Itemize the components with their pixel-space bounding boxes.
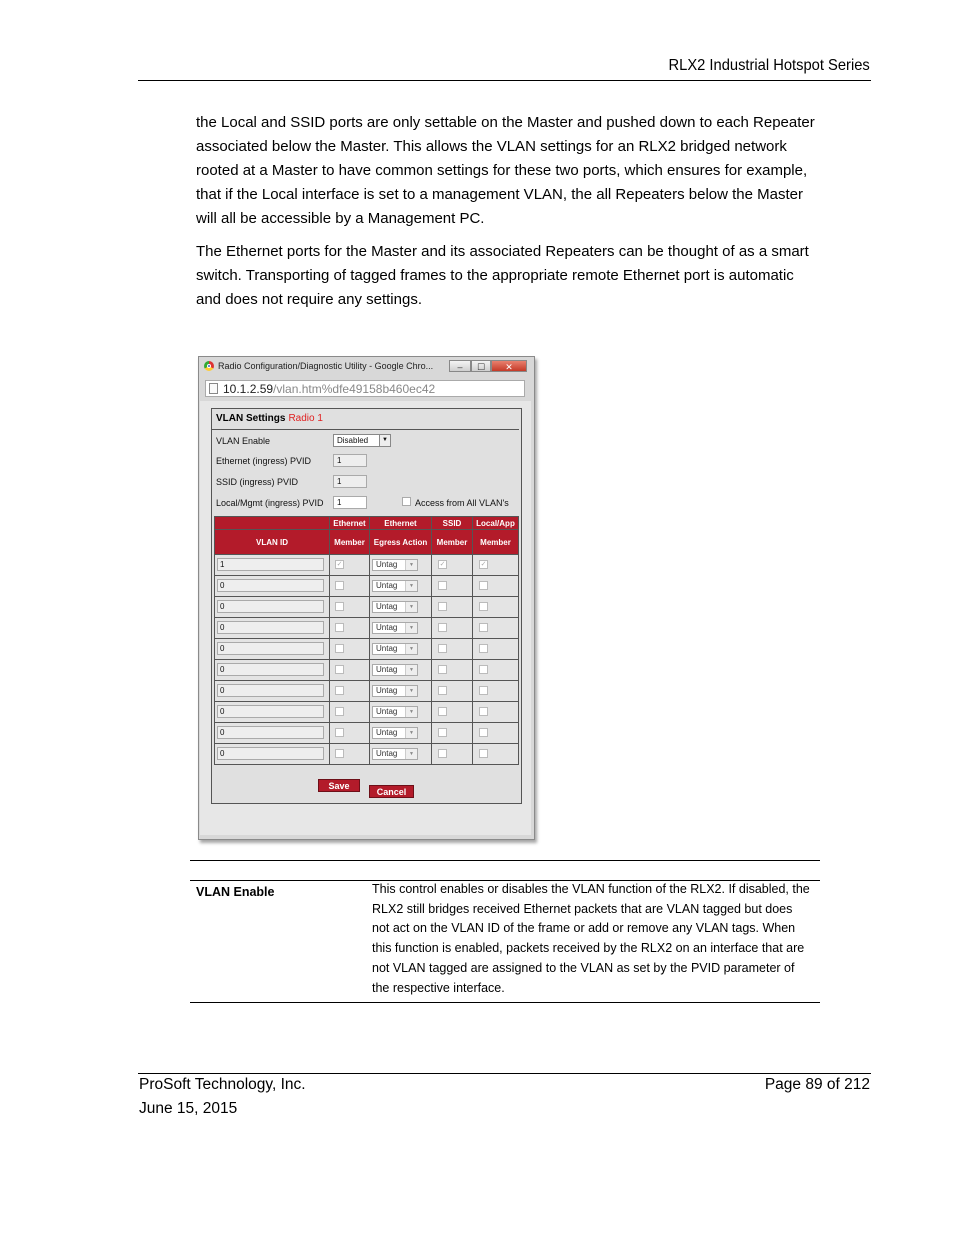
egress-action-select[interactable] [372, 664, 418, 676]
footer-company: ProSoft Technology, Inc. [139, 1076, 306, 1093]
ssid-member-checkbox[interactable] [438, 602, 447, 611]
vlan-id-cell [215, 744, 330, 765]
col-header-ssid: SSID [432, 517, 473, 530]
minimize-button[interactable]: – [449, 360, 471, 372]
save-button[interactable]: Save [318, 779, 360, 792]
table-row [215, 744, 519, 765]
egress-action-value: Untag [376, 728, 398, 737]
footer-date: June 15, 2015 [139, 1100, 238, 1117]
vlan-id-cell [215, 660, 330, 681]
browser-title: Radio Configuration/Diagnostic Utility - Google Chro... [218, 361, 434, 371]
ssid-member-checkbox[interactable] [438, 623, 447, 632]
ethernet-member-cell [330, 681, 370, 702]
local-member-cell [473, 639, 519, 660]
egress-action-value: Untag [376, 665, 398, 674]
egress-action-select[interactable] [372, 622, 418, 634]
maximize-button[interactable]: ☐ [471, 360, 491, 372]
sub-header-egress-action: Egress Action [370, 530, 432, 555]
vlan-settings-panel [211, 408, 522, 804]
ssid-member-cell [432, 576, 473, 597]
ethernet-member-checkbox[interactable] [335, 686, 344, 695]
radio-label: Radio 1 [288, 413, 323, 424]
local-member-checkbox[interactable] [479, 581, 488, 590]
egress-action-select[interactable] [372, 706, 418, 718]
ethernet-pvid-input[interactable]: 1 [333, 454, 367, 467]
ssid-member-checkbox[interactable] [438, 728, 447, 737]
local-member-cell [473, 660, 519, 681]
egress-action-cell [370, 597, 432, 618]
egress-action-cell [370, 576, 432, 597]
vlan-id-cell [215, 597, 330, 618]
panel-header [212, 409, 519, 430]
egress-action-value: Untag [376, 623, 398, 632]
ethernet-member-checkbox[interactable] [335, 623, 344, 632]
vlan-id-cell [215, 555, 330, 576]
chevron-down-icon: ▼ [405, 728, 417, 738]
local-member-cell [473, 555, 519, 576]
chevron-down-icon: ▼ [405, 560, 417, 570]
local-member-cell [473, 744, 519, 765]
ssid-member-checkbox[interactable] [438, 644, 447, 653]
ssid-member-cell [432, 597, 473, 618]
ethernet-pvid-label: Ethernet (ingress) PVID [216, 456, 312, 466]
local-member-cell [473, 576, 519, 597]
vlan-id-cell [215, 576, 330, 597]
col-header-ethernet-egress: Ethernet [370, 517, 432, 530]
document-header-title: RLX2 Industrial Hotspot Series [668, 57, 870, 74]
egress-action-select[interactable] [372, 601, 418, 613]
egress-action-value: Untag [376, 644, 398, 653]
ethernet-member-checkbox[interactable] [335, 728, 344, 737]
panel-title: VLAN Settings [216, 413, 286, 424]
vlan-id-header-top [215, 517, 330, 530]
vlan-id-input[interactable]: 0 [217, 621, 324, 634]
egress-action-value: Untag [376, 686, 398, 695]
footer-rule [138, 1073, 871, 1074]
local-member-cell [473, 723, 519, 744]
table-row [215, 681, 519, 702]
egress-action-select[interactable] [372, 685, 418, 697]
browser-title-bar [204, 361, 433, 371]
ssid-member-checkbox[interactable] [438, 749, 447, 758]
egress-action-cell [370, 660, 432, 681]
ethernet-member-checkbox[interactable] [335, 602, 344, 611]
vlan-id-cell [215, 702, 330, 723]
ssid-member-cell [432, 744, 473, 765]
egress-action-value: Untag [376, 707, 398, 716]
table-row [215, 597, 519, 618]
ssid-member-checkbox[interactable] [438, 581, 447, 590]
chevron-down-icon: ▼ [379, 435, 390, 446]
ethernet-member-cell [330, 702, 370, 723]
table-row [215, 702, 519, 723]
vlan-id-cell [215, 723, 330, 744]
vlan-id-input[interactable]: 0 [217, 705, 324, 718]
ssid-member-cell [432, 618, 473, 639]
ssid-pvid-input[interactable]: 1 [333, 475, 367, 488]
egress-action-value: Untag [376, 560, 398, 569]
ethernet-member-checkbox[interactable] [335, 644, 344, 653]
vlan-id-cell [215, 618, 330, 639]
local-member-checkbox[interactable] [479, 749, 488, 758]
ethernet-member-cell [330, 744, 370, 765]
table-rule-top [190, 860, 820, 861]
ssid-member-checkbox[interactable] [438, 686, 447, 695]
sub-header-local-member: Member [473, 530, 519, 555]
vlan-enable-select[interactable] [333, 434, 391, 447]
sub-header-ethernet-member: Member [330, 530, 370, 555]
local-member-checkbox[interactable]: ✓ [480, 561, 487, 568]
chevron-down-icon: ▼ [405, 623, 417, 633]
vlan-id-input[interactable]: 0 [217, 747, 324, 760]
chevron-down-icon: ▼ [405, 749, 417, 759]
vlan-id-input[interactable]: 0 [217, 600, 324, 613]
ethernet-member-cell [330, 597, 370, 618]
vlan-table [214, 516, 519, 765]
egress-action-cell [370, 681, 432, 702]
vlan-id-input[interactable]: 0 [217, 684, 324, 697]
chevron-down-icon: ▼ [405, 707, 417, 717]
ssid-member-cell [432, 660, 473, 681]
footer-page: Page 89 of 212 [764, 1076, 870, 1093]
egress-action-select[interactable] [372, 643, 418, 655]
egress-action-select[interactable] [372, 727, 418, 739]
local-member-checkbox[interactable] [479, 686, 488, 695]
egress-action-cell [370, 639, 432, 660]
table-row [215, 576, 519, 597]
local-member-checkbox[interactable] [479, 644, 488, 653]
local-member-cell [473, 618, 519, 639]
table-row [215, 555, 519, 576]
vlan-id-cell [215, 681, 330, 702]
vlan-enable-label: VLAN Enable [216, 436, 271, 446]
chevron-down-icon: ▼ [405, 665, 417, 675]
header-rule [138, 80, 871, 81]
local-member-cell [473, 597, 519, 618]
access-all-checkbox[interactable] [402, 497, 411, 506]
ethernet-member-cell [330, 660, 370, 681]
param-description: This control enables or disables the VLAN function of the RLX2. If disabled, the RLX2 still bridges received Ethernet packets that are VLAN tagged but does not act on the VLAN ID of the frame or add or remove any VLAN tags. When this function is enabled, packets received by the RLX2 on an interface that are not VLAN tagged are assigned to the VLAN as set by the PVID parameter of the respective interface. [372, 882, 810, 995]
page-icon [209, 383, 218, 394]
chevron-down-icon: ▼ [405, 644, 417, 654]
ethernet-member-checkbox[interactable] [335, 665, 344, 674]
egress-action-select[interactable] [372, 580, 418, 592]
egress-action-cell [370, 618, 432, 639]
local-member-cell [473, 681, 519, 702]
egress-action-value: Untag [376, 602, 398, 611]
ssid-member-cell [432, 681, 473, 702]
chrome-icon [204, 361, 214, 371]
ssid-member-cell [432, 702, 473, 723]
egress-action-cell [370, 744, 432, 765]
local-member-checkbox[interactable] [479, 623, 488, 632]
col-header-local-app: Local/App [473, 517, 519, 530]
chevron-down-icon: ▼ [405, 581, 417, 591]
browser-window [198, 356, 535, 840]
table-row [215, 723, 519, 744]
ssid-member-checkbox[interactable]: ✓ [439, 561, 446, 568]
access-all-label: Access from All VLAN's [415, 498, 509, 508]
url-host: 10.1.2.59 [223, 382, 274, 396]
egress-action-value: Untag [376, 749, 398, 758]
table-rule-bottom [190, 1002, 820, 1003]
local-member-checkbox[interactable] [479, 665, 488, 674]
browser-content [200, 401, 531, 835]
ethernet-member-checkbox[interactable] [335, 707, 344, 716]
ssid-pvid-label: SSID (ingress) PVID [216, 477, 299, 487]
local-member-checkbox[interactable] [479, 707, 488, 716]
egress-action-select[interactable] [372, 559, 418, 571]
address-bar[interactable] [205, 380, 525, 397]
table-row [215, 639, 519, 660]
local-pvid-input[interactable]: 1 [333, 496, 367, 509]
egress-action-cell [370, 555, 432, 576]
sub-header-ssid-member: Member [432, 530, 473, 555]
close-button[interactable]: ✕ [491, 360, 527, 372]
chevron-down-icon: ▼ [405, 686, 417, 696]
ethernet-member-cell [330, 618, 370, 639]
table-row [215, 618, 519, 639]
vlan-id-input[interactable]: 0 [217, 642, 324, 655]
url-path: /vlan.htm%dfe49158b460ec42 [273, 382, 436, 396]
egress-action-cell [370, 702, 432, 723]
ethernet-member-checkbox[interactable] [335, 749, 344, 758]
ethernet-member-cell [330, 639, 370, 660]
local-member-cell [473, 702, 519, 723]
ssid-member-cell [432, 555, 473, 576]
cancel-button[interactable]: Cancel [369, 785, 414, 798]
egress-action-value: Untag [376, 581, 398, 590]
local-member-checkbox[interactable] [479, 602, 488, 611]
vlan-enable-value: Disabled [337, 436, 369, 445]
ethernet-member-cell [330, 723, 370, 744]
vlan-id-header: VLAN ID [215, 530, 330, 555]
egress-action-cell [370, 723, 432, 744]
ssid-member-cell [432, 723, 473, 744]
vlan-id-cell [215, 639, 330, 660]
ethernet-member-cell [330, 555, 370, 576]
ethernet-member-checkbox[interactable]: ✓ [336, 561, 343, 568]
ethernet-member-checkbox[interactable] [335, 581, 344, 590]
ethernet-member-cell [330, 576, 370, 597]
param-name: VLAN Enable [196, 885, 275, 899]
body-paragraph-1: the Local and SSID ports are only settable on the Master and pushed down to each Repeater associated below the Master. This allows the VLAN settings for an RLX2 bridged network rooted at a Master to have common settings for these two ports, which ensures for example, that if the Local interface is set to a management VLAN, the all Repeaters below the Master will all be accessible by a Management PC. [196, 114, 815, 227]
ssid-member-cell [432, 639, 473, 660]
table-row [215, 660, 519, 681]
vlan-id-input[interactable]: 0 [217, 663, 324, 676]
ssid-member-checkbox[interactable] [438, 707, 447, 716]
chevron-down-icon: ▼ [405, 602, 417, 612]
body-paragraph-2: The Ethernet ports for the Master and its associated Repeaters can be thought of as a smart switch. Transporting of tagged frames to the appropriate remote Ethernet port is automatic and does not require any settings. [196, 243, 809, 308]
local-pvid-label: Local/Mgmt (ingress) PVID [216, 498, 324, 508]
col-header-ethernet-member: Ethernet [330, 517, 370, 530]
vlan-id-input[interactable]: 0 [217, 726, 324, 739]
vlan-id-input[interactable]: 0 [217, 579, 324, 592]
egress-action-select[interactable] [372, 748, 418, 760]
local-member-checkbox[interactable] [479, 728, 488, 737]
ssid-member-checkbox[interactable] [438, 665, 447, 674]
vlan-id-input[interactable]: 1 [217, 558, 324, 571]
